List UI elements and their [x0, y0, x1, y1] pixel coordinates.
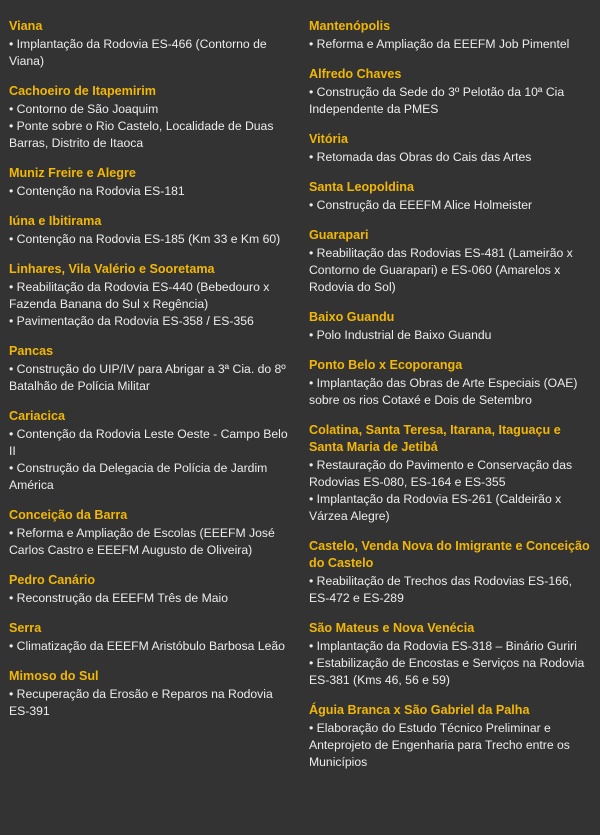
section-colatina-santa-teresa-itarana-itaguacu-e-santa-maria-de-jetiba — [309, 422, 592, 525]
section-title: Linhares, Vila Valério e Sooretama — [9, 262, 215, 276]
list-item: • Polo Industrial de Baixo Guandu — [309, 328, 492, 342]
list-item: • Construção da EEEFM Alice Holmeister — [309, 198, 533, 212]
section-conceicao-da-barra — [9, 507, 294, 559]
section-title: Ponto Belo x Ecoporanga — [309, 358, 463, 372]
list-item: • Reabilitação da Rodovia ES-440 (Bebedouro x Fazenda Banana do Sul x Regência) — [9, 280, 270, 311]
section-title: Vitória — [309, 132, 348, 146]
section-title: Guarapari — [309, 228, 369, 242]
list-item: • Construção da Sede do 3º Pelotão da 10ª Cia Independente da PMES — [309, 85, 565, 116]
section-pedro-canario — [9, 572, 294, 607]
section-iuna-e-ibitirama — [9, 213, 294, 248]
section-linhares-vila-valerio-e-sooretama — [9, 261, 294, 330]
list-item: • Reabilitação das Rodovias ES-481 (Lameirão x Contorno de Guarapari) e ES-060 (Amarelos x Rodovia do Sol) — [309, 246, 573, 294]
section-santa-leopoldina — [309, 179, 592, 214]
section-pancas — [9, 343, 294, 395]
section-title: São Mateus e Nova Venécia — [309, 621, 475, 635]
section-alfredo-chaves — [309, 66, 592, 118]
section-title: Alfredo Chaves — [309, 67, 402, 81]
section-title: Cariacica — [9, 409, 66, 423]
list-item: • Retomada das Obras do Cais das Artes — [309, 150, 532, 164]
list-item: • Contenção da Rodovia Leste Oeste - Campo Belo II — [9, 427, 288, 458]
section-muniz-freire-e-alegre — [9, 165, 294, 200]
section-title: Conceição da Barra — [9, 508, 128, 522]
section-aguia-branca-x-sao-gabriel-da-palha — [309, 702, 592, 771]
list-item: • Implantação da Rodovia ES-466 (Contorno de Viana) — [9, 37, 267, 68]
list-item: • Reabilitação de Trechos das Rodovias ES-166, ES-472 e ES-289 — [309, 574, 573, 605]
section-title: Águia Branca x São Gabriel da Palha — [309, 703, 530, 717]
section-title: Muniz Freire e Alegre — [9, 166, 136, 180]
right-column — [300, 18, 600, 835]
list-item: • Recuperação da Erosão e Reparos na Rodovia ES-391 — [9, 687, 273, 718]
list-item: • Climatização da EEEFM Aristóbulo Barbosa Leão — [9, 639, 285, 653]
list-item: • Construção da Delegacia de Polícia de Jardim América — [9, 461, 268, 492]
section-title: Santa Leopoldina — [309, 180, 414, 194]
section-baixo-guandu — [309, 309, 592, 344]
section-cariacica — [9, 408, 294, 494]
list-item: • Contorno de São Joaquim — [9, 102, 159, 116]
list-item: • Estabilização de Encostas e Serviços na Rodovia ES-381 (Kms 46, 56 e 59) — [309, 656, 585, 687]
section-title: Cachoeiro de Itapemirim — [9, 84, 156, 98]
section-sao-mateus-e-nova-venecia — [309, 620, 592, 689]
section-title: Colatina, Santa Teresa, Itarana, Itaguaçu e Santa Maria de Jetibá — [309, 423, 561, 454]
section-mimoso-do-sul — [9, 668, 294, 720]
list-item: • Construção do UIP/IV para Abrigar a 3ª Cia. do 8º Batalhão de Polícia Militar — [9, 362, 286, 393]
section-mantenopolis — [309, 18, 592, 53]
list-item: • Reconstrução da EEEFM Três de Maio — [9, 591, 228, 605]
list-item: • Implantação das Obras de Arte Especiais (OAE) sobre os rios Cotaxé e Dois de Setembro — [309, 376, 578, 407]
list-item: • Implantação da Rodovia ES-261 (Caldeirão x Várzea Alegre) — [309, 492, 562, 523]
section-ponto-belo-x-ecoporanga — [309, 357, 592, 409]
section-title: Pancas — [9, 344, 54, 358]
list-item: • Ponte sobre o Rio Castelo, Localidade de Duas Barras, Distrito de Itaoca — [9, 119, 274, 150]
list-item: • Reforma e Ampliação da EEEFM Job Pimentel — [309, 37, 570, 51]
section-cachoeiro-de-itapemirim — [9, 83, 294, 152]
section-title: Mantenópolis — [309, 19, 391, 33]
section-title: Viana — [9, 19, 43, 33]
section-title: Serra — [9, 621, 42, 635]
list-item: • Implantação da Rodovia ES-318 – Binário Guriri — [309, 639, 577, 653]
list-item: • Reforma e Ampliação de Escolas (EEEFM José Carlos Castro e EEEFM Augusto de Oliveira) — [9, 526, 275, 557]
list-item: • Elaboração do Estudo Técnico Preliminar e Anteprojeto de Engenharia para Trecho entre os Municípios — [309, 721, 570, 769]
section-viana — [9, 18, 294, 70]
list-item: • Pavimentação da Rodovia ES-358 / ES-356 — [9, 314, 254, 328]
section-vitoria — [309, 131, 592, 166]
list-item: • Contenção na Rodovia ES-185 (Km 33 e Km 60) — [9, 232, 281, 246]
section-title: Pedro Canário — [9, 573, 96, 587]
list-item: • Contenção na Rodovia ES-181 — [9, 184, 185, 198]
list-item: • Restauração do Pavimento e Conservação das Rodovias ES-080, ES-164 e ES-355 — [309, 458, 573, 489]
section-title: Castelo, Venda Nova do Imigrante e Conceição do Castelo — [309, 539, 590, 570]
section-serra — [9, 620, 294, 655]
left-column — [0, 18, 300, 835]
section-title: Baixo Guandu — [309, 310, 395, 324]
section-castelo-venda-nova-do-imigrante-e-conceicao-do-castelo — [309, 538, 592, 607]
section-guarapari — [309, 227, 592, 296]
section-title: Mimoso do Sul — [9, 669, 99, 683]
section-title: Iúna e Ibitirama — [9, 214, 102, 228]
